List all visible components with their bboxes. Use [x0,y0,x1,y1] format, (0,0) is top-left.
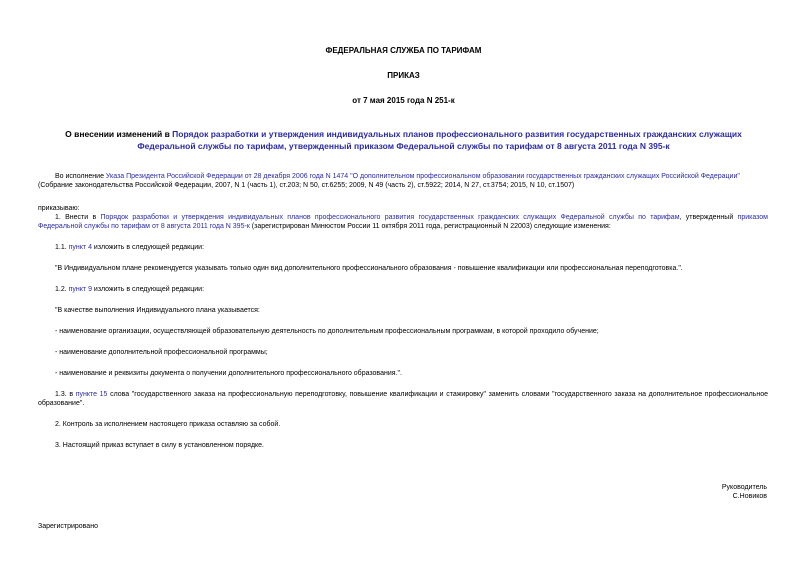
item1-mid: , утвержденный [679,214,738,221]
title-link[interactable]: Порядок разработки и утверждения индивидуальных планов профессионального развития государственных гражданских служащих Федеральной службы по тарифам [137,129,742,151]
item-1-2 [38,285,768,294]
document-title [36,128,771,152]
item-1 [38,213,768,231]
item-1-3 [38,390,768,408]
item11-post: изложить в следующей редакции: [91,244,205,251]
item13-pre: 1.3. в [55,391,76,398]
item13-post: слова "государственного заказа на профессиональную переподготовку, повышение квалификации и стажировку" заменить словами "государственного заказа на дополнительное профессиональное образование". [38,391,768,407]
doc-type-heading: ПРИКАЗ [387,71,420,80]
title-pre: О внесении изменений в [65,129,173,139]
item1-post: (зарегистрирован Минюстом России 11 октября 2011 года, регистрационный N 22003) следующие изменения: [249,223,611,230]
item-3: 3. Настоящий приказ вступает в силу в установленном порядке. [55,442,265,449]
item12-post: изложить в следующей редакции: [91,286,205,293]
item-1-2-line: - наименование и реквизиты документа о получении дополнительного профессионального образования.". [55,370,402,377]
order-word: приказываю: [38,205,80,212]
prikaz-link[interactable]: приказом Федеральной службы по тарифам от 8 августа 2011 года N 395-к [38,214,768,230]
title-post[interactable]: , утвержденный приказом Федеральной службы по тарифам от 8 августа 2011 года N 395-к [284,141,670,151]
preamble-post: (Собрание законодательства Российской Федерации, 2007, N 1 (часть 1), ст.203; N 50, ст.6255; 2009, N 49 (часть 2), ст.5922; 2014, N 27, ст.3754; 2015, N 10, ст.1507) [38,182,575,189]
item-1-2-line: - наименование организации, осуществляющей образовательную деятельность по дополнительным профессиональным программам, в которой проходило обучение; [55,328,599,335]
ukaz-link[interactable]: Указа Президента Российской Федерации от 28 декабря 2006 года N 1474 "О дополнительном профессиональном образовании государственных гражданских служащих Российской Федерации" [105,173,740,180]
item12-pre: 1.2. [55,286,69,293]
signature-name: С.Новиков [732,493,767,500]
preamble [38,172,768,190]
signature-position: Руководитель [721,484,767,491]
item-1-1 [38,243,768,252]
item1-pre: 1. Внести в [55,214,101,221]
item-2: 2. Контроль за исполнением настоящего приказа оставляю за собой. [55,421,281,428]
item-1-1-text: "В Индивидуальном плане рекомендуется указывать только один вид дополнительного профессионального образования - повышение квалификации или профессиональная переподготовка.". [55,265,683,272]
item11-pre: 1.1. [55,244,69,251]
item-1-2-line: "В качестве выполнения Индивидуального плана указывается: [55,307,260,314]
punkt15-link[interactable]: пункте 15 [75,391,108,398]
date-number: от 7 мая 2015 года N 251-к [352,96,455,105]
agency-heading: ФЕДЕРАЛЬНАЯ СЛУЖБА ПО ТАРИФАМ [325,46,482,55]
registered-note: Зарегистрировано [38,523,98,530]
item-1-2-line: - наименование дополнительной профессиональной программы; [55,349,268,356]
preamble-pre: Во исполнение [55,173,106,180]
punkt9-link[interactable]: пункт 9 [68,286,92,293]
punkt4-link[interactable]: пункт 4 [68,244,92,251]
poryadok-link[interactable]: Порядок разработки и утверждения индивидуальных планов профессионального развития государственных гражданских служащих Федеральной службы по тарифам [100,214,680,221]
